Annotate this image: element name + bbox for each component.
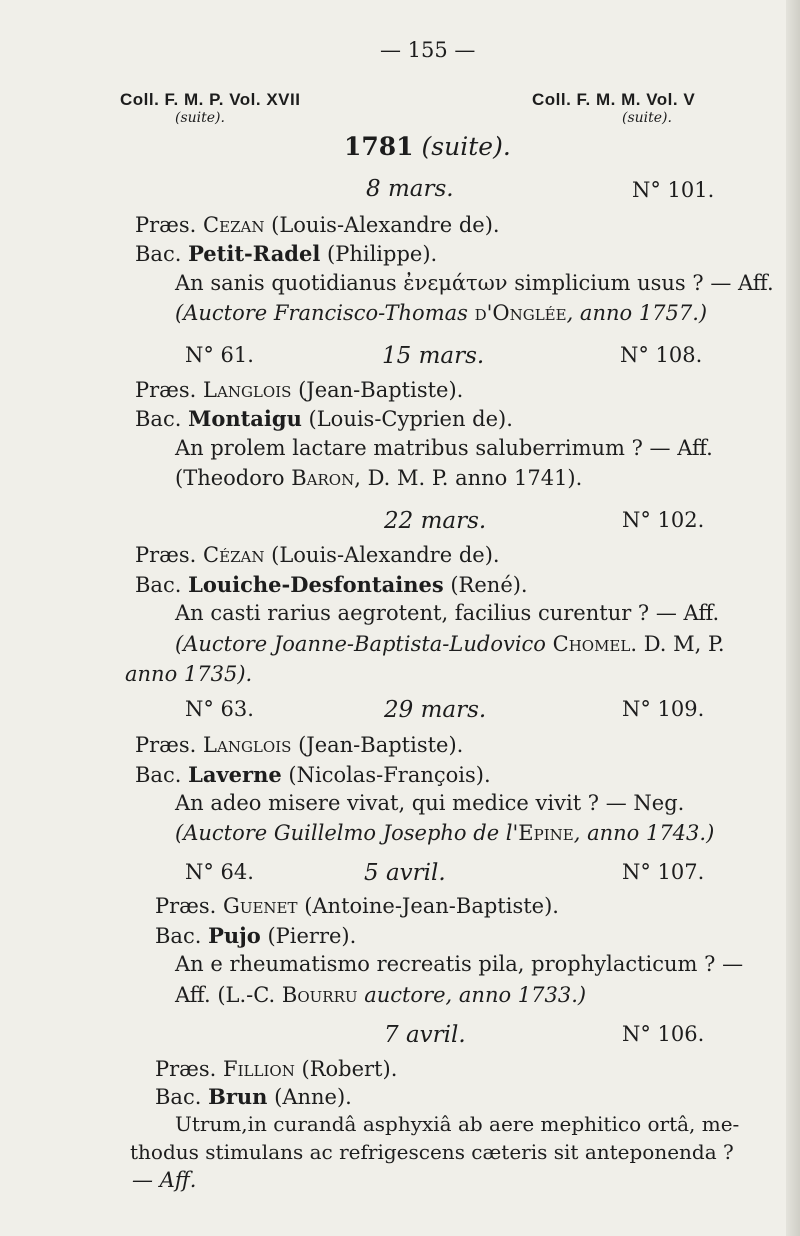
entry-question: An casti rarius aegrotent, facilius curentur ? — Aff. xyxy=(175,601,720,625)
author-text: (Auctore Joanne-Baptista-Ludovico xyxy=(175,632,553,656)
entry-date: 5 avril. xyxy=(364,860,446,886)
entry-date: 15 mars. xyxy=(382,343,485,369)
entry-right-number: N° 109. xyxy=(622,697,705,721)
entry-bac xyxy=(135,241,437,266)
entry-date: 22 mars. xyxy=(384,508,487,534)
bac-label: Bac. xyxy=(155,924,202,948)
entry-author xyxy=(175,466,582,490)
praes-given: (Jean-Baptiste). xyxy=(298,378,464,402)
entry-date: 8 mars. xyxy=(366,176,454,202)
praes-name: Langlois xyxy=(203,733,292,757)
year-heading xyxy=(344,132,511,161)
praes-name: Langlois xyxy=(203,378,292,402)
author-text: (Auctore Francisco-Thomas xyxy=(175,301,475,325)
bac-given: (Pierre). xyxy=(267,924,357,948)
bac-name: Louiche-Desfontaines xyxy=(188,572,444,597)
entry-praes xyxy=(155,894,559,918)
praes-given: (Antoine-Jean-Baptiste). xyxy=(304,894,559,918)
entry-date: 7 avril. xyxy=(384,1022,466,1048)
entry-bac xyxy=(155,1084,352,1109)
entry-bac xyxy=(135,406,513,431)
bac-name: Petit-Radel xyxy=(188,241,321,266)
praes-name: Guenet xyxy=(223,894,298,918)
bac-name: Montaigu xyxy=(188,406,302,431)
bac-name: Brun xyxy=(208,1084,268,1109)
bac-given: (Philippe). xyxy=(327,242,438,266)
entry-right-number: N° 107. xyxy=(622,860,705,884)
praes-given: (Jean-Baptiste). xyxy=(298,733,464,757)
entry-left-number: N° 63. xyxy=(185,697,254,721)
bac-given: (Louis-Cyprien de). xyxy=(308,407,513,431)
entry-praes xyxy=(135,543,500,567)
header-right-sub: (suite). xyxy=(622,110,672,126)
praes-name: Cezan xyxy=(203,213,265,237)
bac-given: (Nicolas-François). xyxy=(288,763,491,787)
praes-given: (Robert). xyxy=(301,1057,398,1081)
entry-right-number: N° 108. xyxy=(620,343,703,367)
entry-date: 29 mars. xyxy=(384,697,487,723)
author-name: Baron xyxy=(291,466,355,490)
entry-left-number: N° 61. xyxy=(185,343,254,367)
entry-left-number: N° 64. xyxy=(185,860,254,884)
header-left-title: Coll. F. M. P. Vol. XVII xyxy=(120,90,301,109)
bac-name: Pujo xyxy=(208,923,261,948)
year-suffix: (suite). xyxy=(421,132,511,161)
bac-label: Bac. xyxy=(135,763,182,787)
entry-author xyxy=(175,632,725,656)
entry-author xyxy=(175,821,714,845)
year-value: 1781 xyxy=(344,132,414,161)
entry-question: An sanis quotidianus ἐνεμάτων simplicium usus ? — Aff. xyxy=(175,271,774,295)
praes-label: Præs. xyxy=(135,213,197,237)
author-name: d'Onglée xyxy=(474,301,567,325)
author-tail: . D. M, P. xyxy=(630,632,725,656)
praes-label: Præs. xyxy=(135,543,197,567)
author-tail: , anno 1757.) xyxy=(566,301,708,325)
entry-right-number: N° 101. xyxy=(632,178,715,202)
author-name: Chomel xyxy=(552,632,631,656)
praes-name: Fillion xyxy=(223,1057,295,1081)
author-text: Aff. (L.-C. xyxy=(175,983,282,1007)
question-text: thodus stimulans ac refrigescens cæteris sit anteponenda ? xyxy=(130,1140,734,1164)
author-tail: , anno 1743.) xyxy=(573,821,715,845)
entry-right-number: N° 106. xyxy=(622,1022,705,1046)
author-text: (Auctore Guillelmo Josepho de l' xyxy=(175,821,519,845)
author-name: Epine xyxy=(518,821,574,845)
author-tail: , D. M. P. anno 1741). xyxy=(354,466,583,490)
entry-praes xyxy=(135,213,500,237)
bac-label: Bac. xyxy=(135,573,182,597)
entry-bac xyxy=(155,923,356,948)
bac-name: Laverne xyxy=(188,762,282,787)
entry-question: An adeo misere vivat, qui medice vivit ? — Neg. xyxy=(175,791,685,815)
entry-right-number: N° 102. xyxy=(622,508,705,532)
page-number: — 155 — xyxy=(380,38,476,62)
entry-author xyxy=(175,983,586,1007)
entry-question: An e rheumatismo recreatis pila, prophylacticum ? — xyxy=(175,952,744,976)
praes-name: Cézan xyxy=(203,543,265,567)
praes-label: Præs. xyxy=(135,733,197,757)
bac-given: (René). xyxy=(450,573,528,597)
bac-label: Bac. xyxy=(135,242,182,266)
praes-label: Præs. xyxy=(135,378,197,402)
entry-praes xyxy=(155,1057,397,1081)
author-tail: auctore, anno 1733.) xyxy=(357,983,587,1007)
entry-question: Utrum,in curandâ asphyxiâ ab aere mephitico ortâ, me- xyxy=(175,1112,740,1136)
header-right-title: Coll. F. M. M. Vol. V xyxy=(532,90,696,109)
author-name: Bourru xyxy=(281,983,358,1007)
praes-label: Præs. xyxy=(155,1057,217,1081)
entry-author-cont: anno 1735). xyxy=(125,662,253,686)
bac-given: (Anne). xyxy=(274,1085,352,1109)
bac-label: Bac. xyxy=(135,407,182,431)
entry-praes xyxy=(135,733,463,757)
entry-praes xyxy=(135,378,463,402)
entry-question-cont xyxy=(130,1140,734,1164)
bac-label: Bac. xyxy=(155,1085,202,1109)
entry-verdict: — Aff. xyxy=(132,1168,197,1192)
entry-author xyxy=(175,301,707,325)
praes-given: (Louis-Alexandre de). xyxy=(271,213,500,237)
praes-given: (Louis-Alexandre de). xyxy=(271,543,500,567)
author-text: (Theodoro xyxy=(175,466,292,490)
page-edge xyxy=(786,0,800,1236)
entry-bac xyxy=(135,762,491,787)
praes-label: Præs. xyxy=(155,894,217,918)
entry-bac xyxy=(135,572,528,597)
entry-question: An prolem lactare matribus saluberrimum ? — Aff. xyxy=(175,436,713,460)
header-left-sub: (suite). xyxy=(175,110,225,126)
